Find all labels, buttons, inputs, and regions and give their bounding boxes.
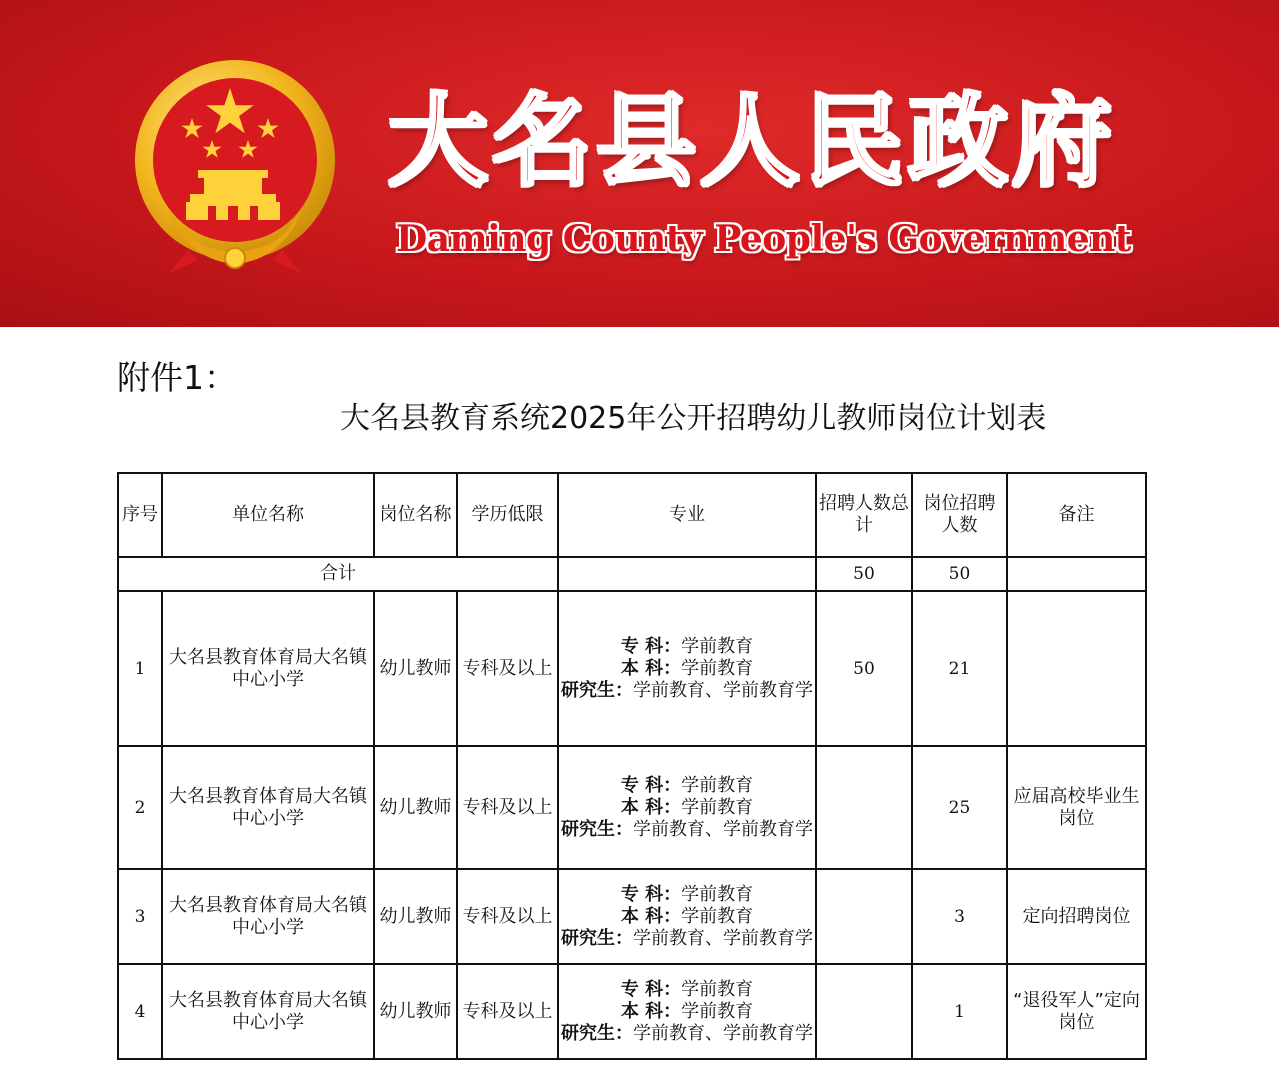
major-junior: 学前教育	[681, 635, 754, 657]
header-seq: 序号	[118, 473, 162, 557]
major-grad-label: 研究生：	[561, 1022, 633, 1044]
major-bachelor-line	[561, 906, 813, 928]
major-junior-line	[561, 636, 813, 658]
major-junior-line	[561, 775, 813, 797]
row-post-count: 25	[912, 746, 1007, 869]
row-position: 幼儿教师	[374, 869, 457, 964]
row-seq: 1	[118, 591, 162, 746]
major-bachelor-line	[561, 658, 813, 680]
major-bachelor-label: 本 科：	[620, 657, 682, 679]
row-remark: 应届高校毕业生岗位	[1007, 746, 1146, 869]
major-grad-line	[561, 928, 813, 950]
major-bachelor: 学前教育	[681, 1000, 754, 1022]
row-unit: 大名县教育体育局大名镇中心小学	[162, 591, 374, 746]
row-education: 专科及以上	[457, 746, 558, 869]
major-bachelor-label: 本 科：	[620, 905, 682, 927]
row-total	[816, 746, 912, 869]
row-major	[558, 746, 816, 869]
header-total: 招聘人数总计	[816, 473, 912, 557]
header-position: 岗位名称	[374, 473, 457, 557]
row-unit: 大名县教育体育局大名镇中心小学	[162, 869, 374, 964]
major-junior: 学前教育	[681, 978, 754, 1000]
header-major: 专业	[558, 473, 816, 557]
row-major	[558, 964, 816, 1059]
row-post-count: 3	[912, 869, 1007, 964]
major-grad-label: 研究生：	[561, 927, 633, 949]
government-title-cn: 大名县人民政府	[388, 83, 1116, 200]
header-education: 学历低限	[457, 473, 558, 557]
major-grad-label: 研究生：	[561, 818, 633, 840]
major-bachelor: 学前教育	[681, 905, 754, 927]
row-seq: 2	[118, 746, 162, 869]
major-grad-line	[561, 680, 813, 702]
table-row	[118, 869, 1146, 964]
header-unit: 单位名称	[162, 473, 374, 557]
total-total: 50	[816, 557, 912, 591]
major-junior: 学前教育	[681, 774, 754, 796]
total-post-count: 50	[912, 557, 1007, 591]
major-junior-line	[561, 884, 813, 906]
header-remark: 备注	[1007, 473, 1146, 557]
national-emblem-icon	[128, 60, 342, 274]
row-education: 专科及以上	[457, 591, 558, 746]
row-major	[558, 591, 816, 746]
major-junior-label: 专 科：	[620, 774, 682, 796]
row-remark: “退役军人”定向岗位	[1007, 964, 1146, 1059]
table-row	[118, 591, 1146, 746]
header-banner	[0, 0, 1279, 327]
row-seq: 3	[118, 869, 162, 964]
row-post-count: 21	[912, 591, 1007, 746]
row-major	[558, 869, 816, 964]
row-unit: 大名县教育体育局大名镇中心小学	[162, 746, 374, 869]
major-bachelor-line	[561, 797, 813, 819]
major-grad-label: 研究生：	[561, 679, 633, 701]
major-grad-line	[561, 1023, 813, 1045]
row-total	[816, 869, 912, 964]
row-position: 幼儿教师	[374, 591, 457, 746]
major-bachelor-label: 本 科：	[620, 796, 682, 818]
total-major-empty	[558, 557, 816, 591]
row-total	[816, 964, 912, 1059]
row-education: 专科及以上	[457, 869, 558, 964]
recruitment-plan-table	[117, 472, 1147, 1060]
row-remark	[1007, 591, 1146, 746]
major-grad: 学前教育、学前教育学	[633, 927, 813, 949]
major-junior-label: 专 科：	[620, 978, 682, 1000]
table-row	[118, 746, 1146, 869]
table-header-row	[118, 473, 1146, 557]
major-grad-line	[561, 819, 813, 841]
major-grad: 学前教育、学前教育学	[633, 679, 813, 701]
total-label: 合计	[118, 557, 558, 591]
row-total: 50	[816, 591, 912, 746]
major-bachelor: 学前教育	[681, 657, 754, 679]
row-seq: 4	[118, 964, 162, 1059]
major-bachelor-line	[561, 1001, 813, 1023]
row-unit: 大名县教育体育局大名镇中心小学	[162, 964, 374, 1059]
table-row	[118, 964, 1146, 1059]
total-row	[118, 557, 1146, 591]
row-remark: 定向招聘岗位	[1007, 869, 1146, 964]
major-grad: 学前教育、学前教育学	[633, 1022, 813, 1044]
major-junior-label: 专 科：	[620, 883, 682, 905]
major-bachelor-label: 本 科：	[620, 1000, 682, 1022]
document-title: 大名县教育系统2025年公开招聘幼儿教师岗位计划表	[340, 401, 1047, 436]
row-education: 专科及以上	[457, 964, 558, 1059]
major-junior: 学前教育	[681, 883, 754, 905]
major-junior-label: 专 科：	[620, 635, 682, 657]
major-junior-line	[561, 979, 813, 1001]
major-bachelor: 学前教育	[681, 796, 754, 818]
major-grad: 学前教育、学前教育学	[633, 818, 813, 840]
attachment-label: 附件1：	[117, 358, 237, 397]
total-remark-empty	[1007, 557, 1146, 591]
row-position: 幼儿教师	[374, 964, 457, 1059]
header-post-count: 岗位招聘人数	[912, 473, 1007, 557]
government-title-en: Daming County People's Government	[396, 218, 1131, 260]
row-position: 幼儿教师	[374, 746, 457, 869]
row-post-count: 1	[912, 964, 1007, 1059]
